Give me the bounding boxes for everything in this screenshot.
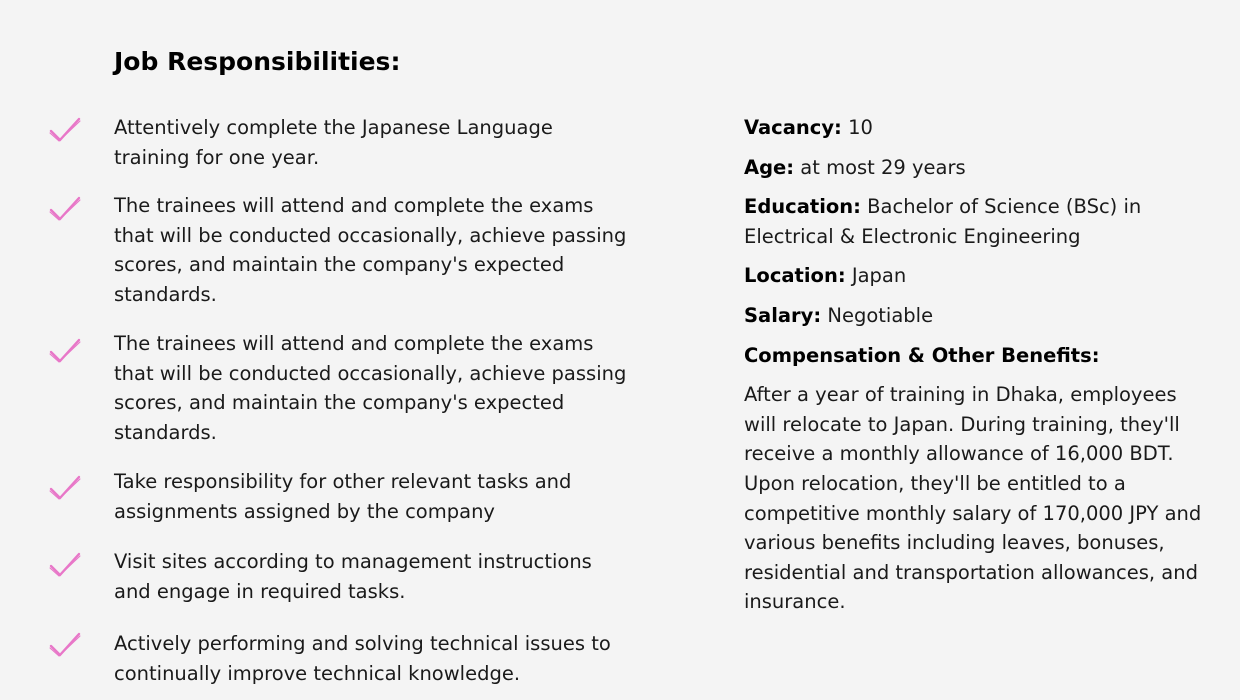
location-label: Location:: [744, 264, 846, 288]
responsibility-text: The trainees will attend and complete the exams that will be conducted occasionally, achieve passing scores, and maintain the company's expected standards.: [114, 194, 627, 306]
responsibility-text: Take responsibility for other relevant tasks and assignments assigned by the company: [114, 470, 572, 523]
page-title: Job Responsibilities:: [114, 47, 401, 76]
education-label: Education:: [744, 195, 861, 219]
checkmark-icon: [48, 472, 82, 502]
responsibility-text: Actively performing and solving technical issues to continually improve technical knowledge.: [114, 632, 611, 685]
checkmark-icon: [48, 549, 82, 579]
job-details-panel: [744, 113, 1214, 617]
location-value: Japan: [851, 264, 907, 288]
age-value: at most 29 years: [800, 155, 966, 179]
age-label: Age:: [744, 155, 795, 179]
benefits-heading: Compensation & Other Benefits:: [744, 343, 1100, 367]
vacancy-row: [744, 113, 1214, 143]
responsibility-text: The trainees will attend and complete the exams that will be conducted occasionally, achieve passing scores, and maintain the company's expected standards.: [114, 332, 627, 444]
salary-value: Negotiable: [827, 303, 934, 327]
salary-label: Salary:: [744, 303, 822, 327]
location-row: [744, 261, 1214, 291]
checkmark-icon: [48, 114, 82, 144]
education-row: [744, 192, 1214, 251]
vacancy-value: 10: [848, 116, 873, 139]
salary-row: [744, 301, 1214, 331]
checkmark-icon: [48, 193, 82, 223]
age-row: [744, 153, 1214, 183]
education-value: Bachelor of Science (BSc) in Electrical & Electronic Engineering: [744, 195, 1142, 248]
responsibility-text: Visit sites according to management instructions and engage in required tasks.: [114, 550, 592, 603]
checkmark-icon: [48, 335, 82, 365]
vacancy-label: Vacancy:: [744, 116, 842, 139]
checkmark-icon: [48, 629, 82, 659]
responsibility-text: Attentively complete the Japanese Language training for one year.: [114, 116, 553, 169]
benefits-text: After a year of training in Dhaka, employees will relocate to Japan. During training, they'll receive a monthly allowance of 16,000 BDT. Upon relocation, they'll be entitled to a competitive monthly salary of 170,000 JPY and various benefits including leaves, bonuses, residential and transportation allowances, and insurance.: [744, 383, 1202, 614]
